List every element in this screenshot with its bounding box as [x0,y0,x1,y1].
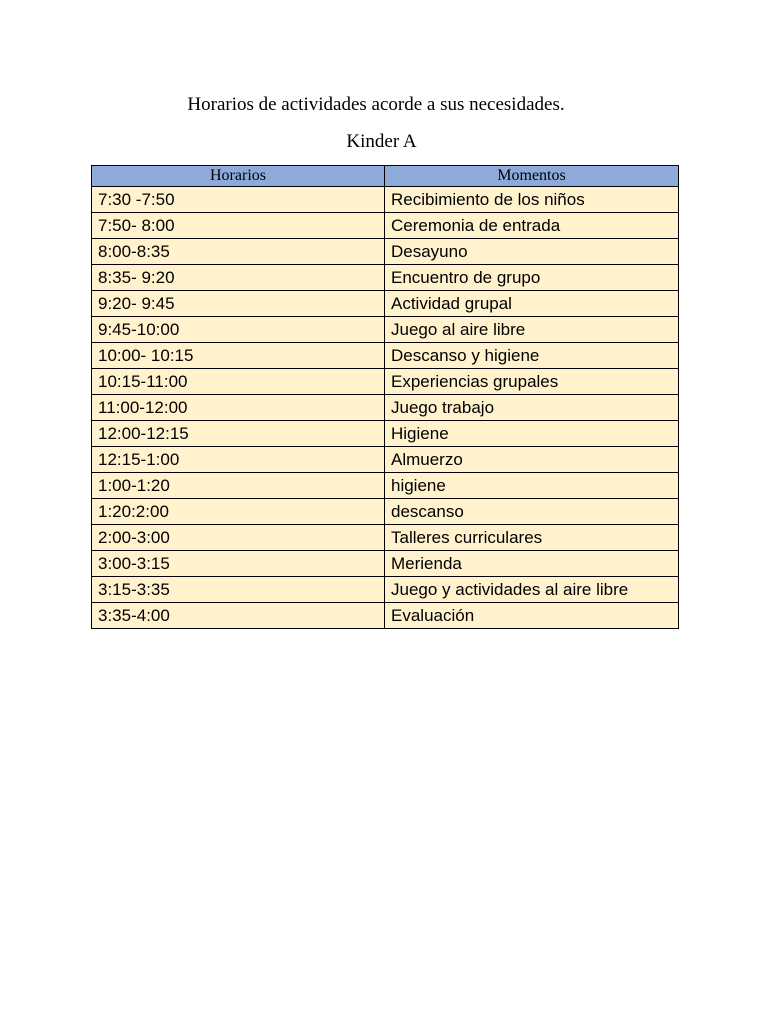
activity-cell: Desayuno [385,239,679,265]
activity-cell: higiene [385,473,679,499]
activity-cell: Talleres curriculares [385,525,679,551]
header-horarios: Horarios [92,166,385,187]
time-cell: 10:15-11:00 [92,369,385,395]
activity-cell: Merienda [385,551,679,577]
activity-cell: Experiencias grupales [385,369,679,395]
time-cell: 12:15-1:00 [92,447,385,473]
activity-cell: descanso [385,499,679,525]
table-row [92,551,679,577]
time-cell: 7:50- 8:00 [92,213,385,239]
table-row [92,603,679,629]
table-row [92,577,679,603]
table-row [92,525,679,551]
table-row [92,343,679,369]
table-row [92,213,679,239]
time-cell: 7:30 -7:50 [92,187,385,213]
time-cell: 1:20:2:00 [92,499,385,525]
activity-cell: Encuentro de grupo [385,265,679,291]
table-row [92,499,679,525]
header-momentos: Momentos [385,166,679,187]
activity-cell: Higiene [385,421,679,447]
time-cell: 3:35-4:00 [92,603,385,629]
table-row [92,395,679,421]
time-cell: 3:15-3:35 [92,577,385,603]
time-cell: 9:45-10:00 [92,317,385,343]
table-row [92,421,679,447]
table-row [92,187,679,213]
table-row [92,239,679,265]
activity-cell: Almuerzo [385,447,679,473]
document-subtitle: Kinder A [346,131,417,152]
table-row [92,369,679,395]
schedule-table [91,165,679,629]
table-row [92,291,679,317]
time-cell: 1:00-1:20 [92,473,385,499]
activity-cell: Juego al aire libre [385,317,679,343]
time-cell: 2:00-3:00 [92,525,385,551]
activity-cell: Descanso y higiene [385,343,679,369]
table-row [92,265,679,291]
time-cell: 8:00-8:35 [92,239,385,265]
schedule-table-body [92,187,679,629]
activity-cell: Evaluación [385,603,679,629]
time-cell: 3:00-3:15 [92,551,385,577]
activity-cell: Actividad grupal [385,291,679,317]
time-cell: 10:00- 10:15 [92,343,385,369]
table-header-row [92,166,679,187]
table-row [92,317,679,343]
activity-cell: Juego trabajo [385,395,679,421]
time-cell: 9:20- 9:45 [92,291,385,317]
activity-cell: Ceremonia de entrada [385,213,679,239]
time-cell: 12:00-12:15 [92,421,385,447]
activity-cell: Recibimiento de los niños [385,187,679,213]
table-row [92,447,679,473]
activity-cell: Juego y actividades al aire libre [385,577,679,603]
table-row [92,473,679,499]
time-cell: 11:00-12:00 [92,395,385,421]
time-cell: 8:35- 9:20 [92,265,385,291]
document-title: Horarios de actividades acorde a sus necesidades. [187,94,565,115]
